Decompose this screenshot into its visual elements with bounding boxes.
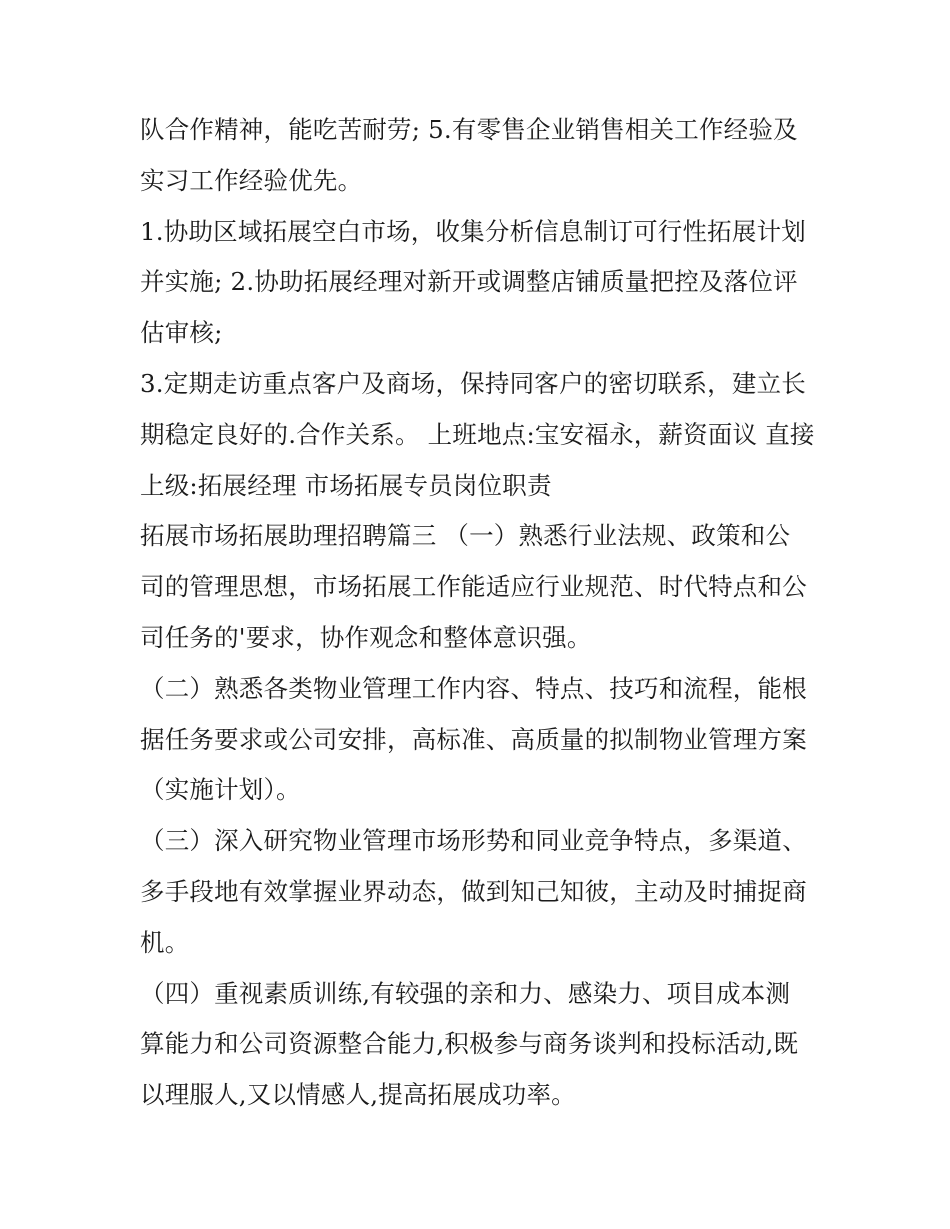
text-line: 队合作精神，能吃苦耐劳; 5.有零售企业销售相关工作经验及 — [140, 115, 798, 144]
text-line: 算能力和公司资源整合能力,积极参与商务谈判和投标活动,既 — [140, 1029, 799, 1059]
text-line: （三）深入研究物业管理市场形势和同业竞争特点，多渠道、 — [140, 826, 807, 856]
text-line: 司的管理思想，市场拓展工作能适应行业规范、时代特点和公 — [140, 572, 807, 602]
text-line: （四）重视素质训练,有较强的亲和力、感染力、项目成本测 — [140, 978, 791, 1008]
text-line: 拓展市场拓展助理招聘篇三 （一）熟悉行业法规、政策和公 — [140, 521, 791, 551]
text-line: 机。 — [140, 927, 190, 957]
text-line: 1.协助区域拓展空白市场，收集分析信息制订可行性拓展计划 — [140, 216, 806, 246]
text-line: 上级:拓展经理 市场拓展专员岗位职责 — [140, 470, 552, 500]
text-line: 3.定期走访重点客户及商场，保持同客户的密切联系，建立长 — [140, 368, 806, 398]
text-line: 期稳定良好的.合作关系。 上班地点:宝安福永，薪资面议 直接 — [140, 419, 815, 449]
text-line: 实习工作经验优先。 — [140, 165, 363, 195]
text-line: 估审核; — [140, 318, 223, 348]
document-body — [140, 105, 840, 1121]
text-line: （二）熟悉各类物业管理工作内容、特点、技巧和流程，能根 — [140, 673, 807, 703]
text-line: 并实施; 2.协助拓展经理对新开或调整店铺质量把控及落位评 — [140, 267, 798, 297]
text-line: 司任务的'要求，协作观念和整体意识强。 — [140, 622, 592, 652]
text-line: （实施计划）。 — [140, 775, 301, 805]
text-line: 多手段地有效掌握业界动态，做到知己知彼，主动及时捕捉商 — [140, 876, 807, 906]
text-line: 据任务要求或公司安排，高标准、高质量的拟制物业管理方案 — [140, 724, 807, 754]
text-line: 以理服人,又以情感人,提高拓展成功率。 — [140, 1080, 576, 1110]
